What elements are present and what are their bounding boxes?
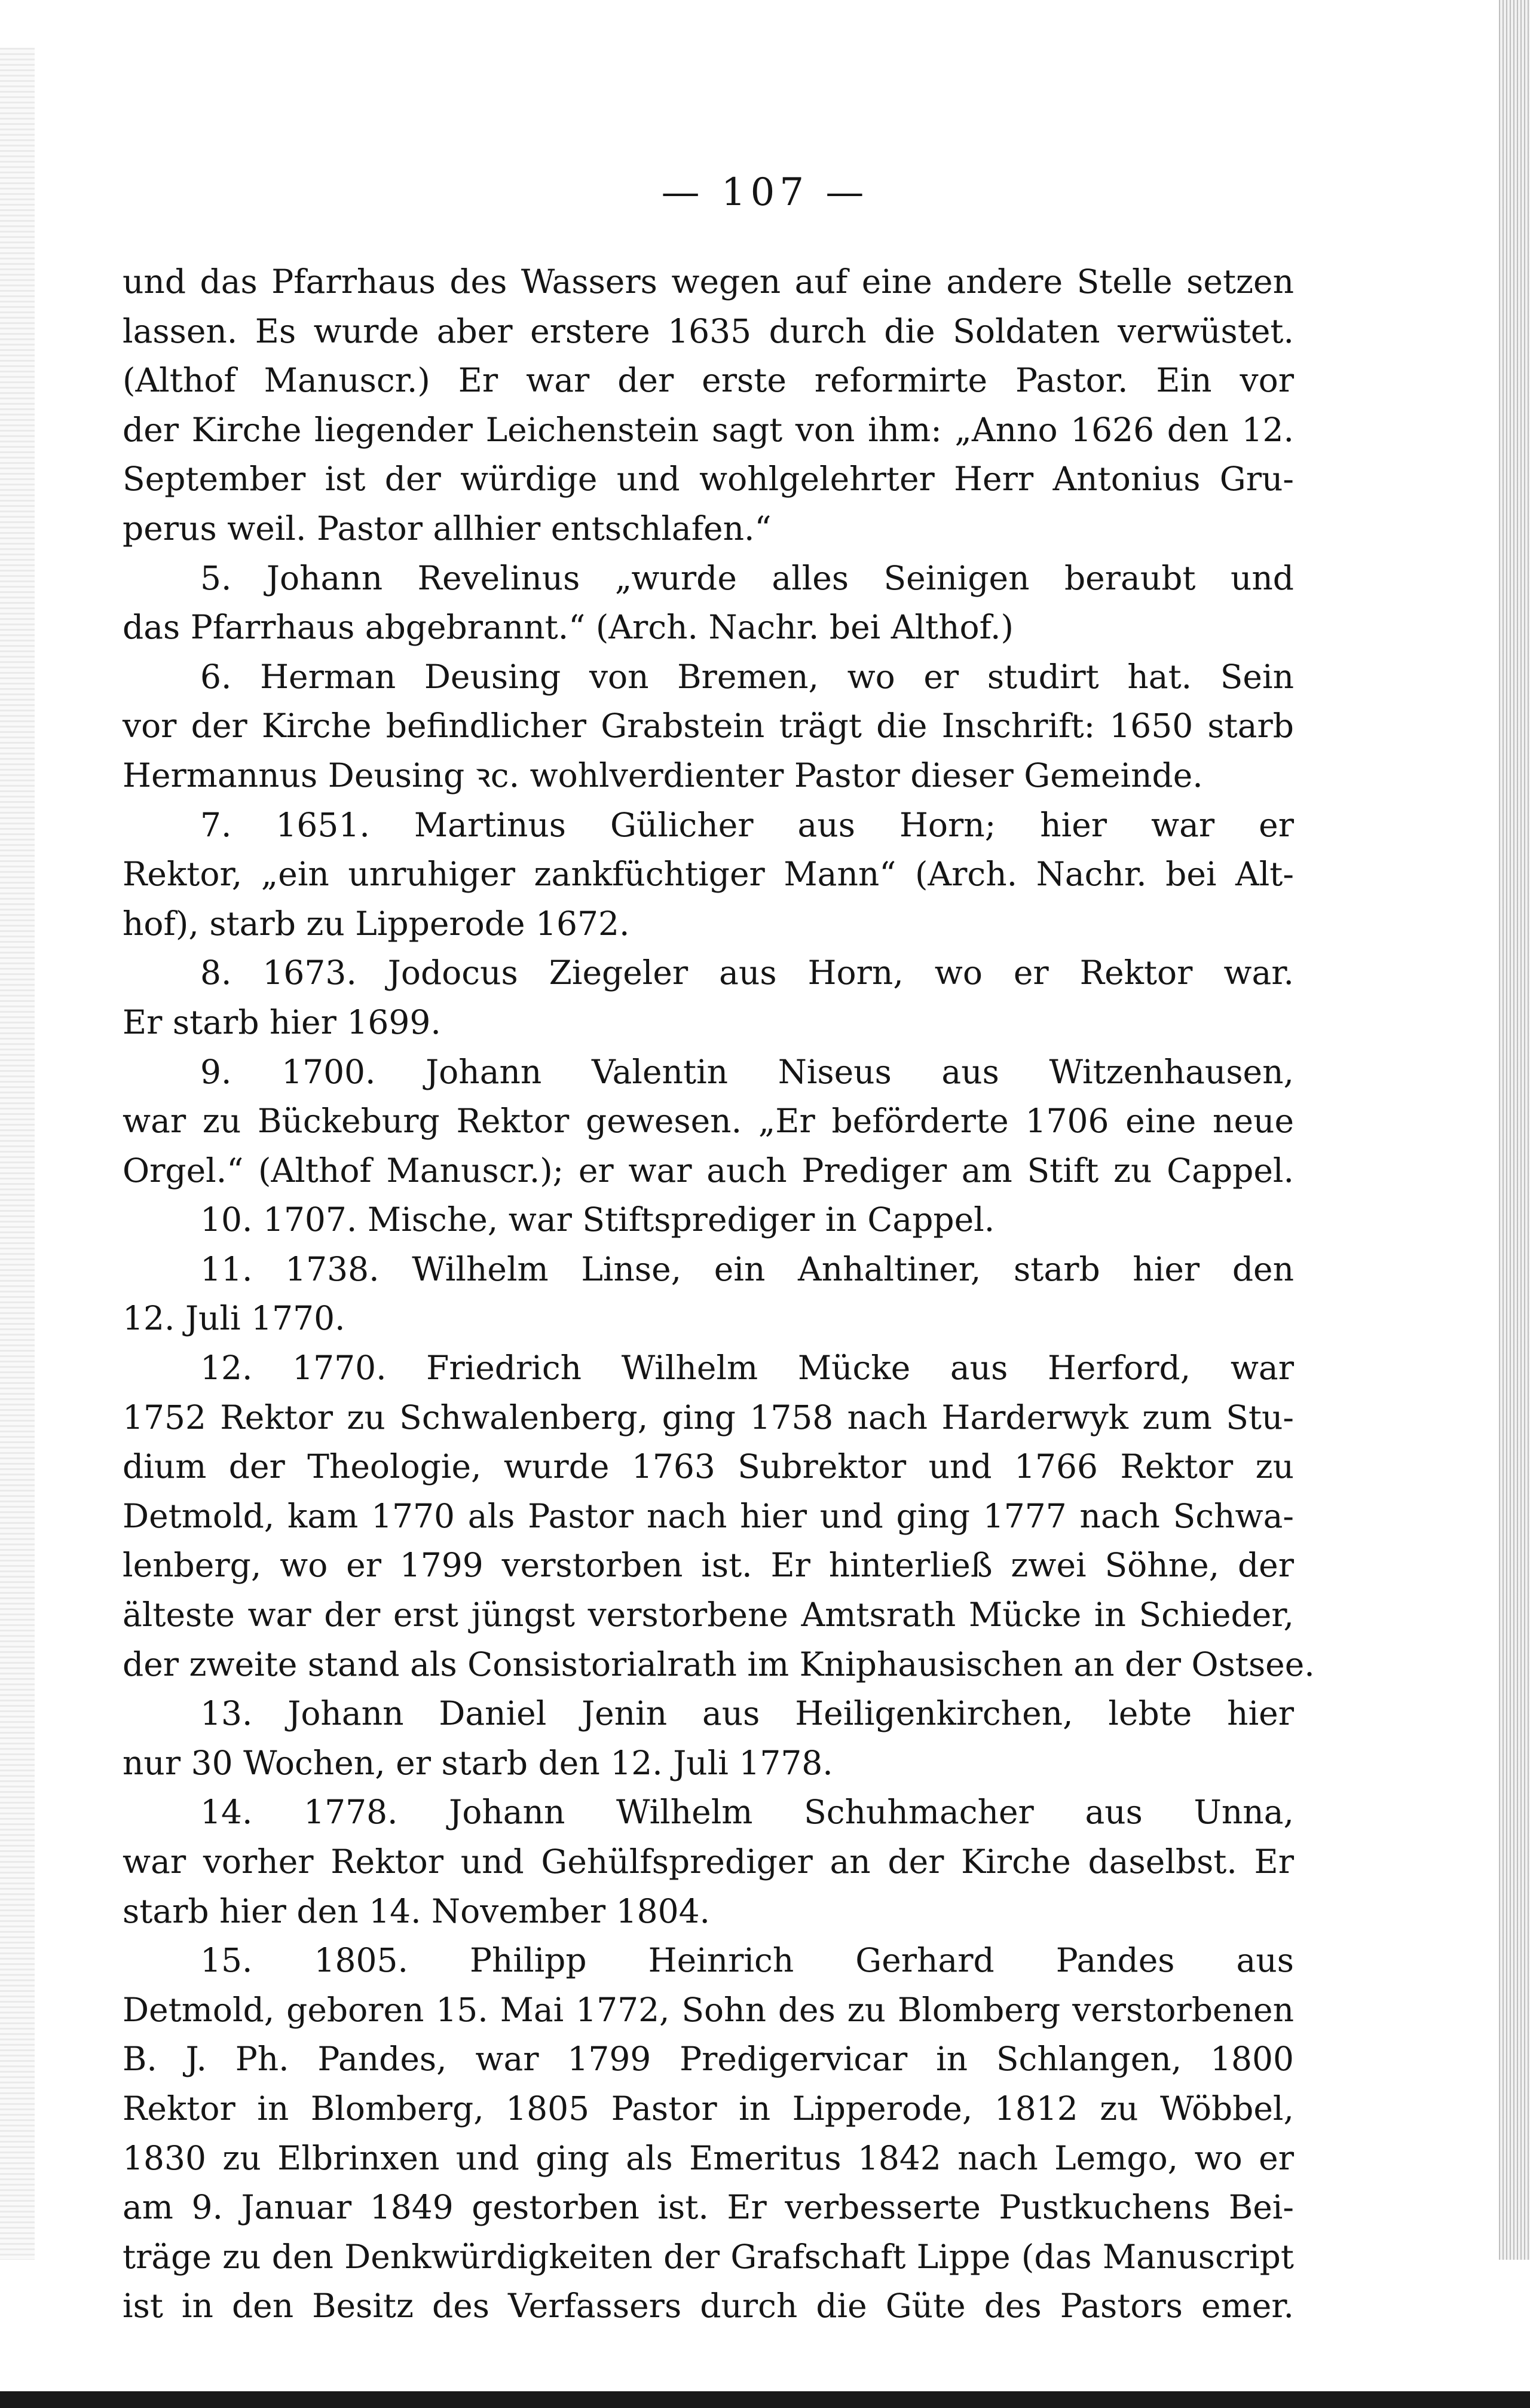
page-body-text (123, 257, 1315, 2331)
text-line: dium der Theologie, wurde 1763 Subrektor und 1766 Rektor zu (123, 1447, 1294, 1486)
text-line: Er starb hier 1699. (123, 1003, 441, 1041)
text-line: der zweite stand als Consistorialrath im Kniphausischen an der Ostsee. (123, 1645, 1315, 1683)
text-line: das Pfarrhaus abgebrannt.“ (Arch. Nachr. bei Althof.) (123, 608, 1014, 647)
text-line: war vorher Rektor und Gehülfsprediger an der Kirche daselbst. Er (123, 1842, 1294, 1881)
text-line: vor der Kirche befindlicher Grabstein trägt die Inschrift: 1650 starb (123, 707, 1294, 745)
text-line: träge zu den Denkwürdigkeiten der Grafschaft Lippe (das Manuscript (123, 2237, 1294, 2276)
text-line: am 9. Januar 1849 gestorben ist. Er verbesserte Pustkuchens Bei- (123, 2188, 1294, 2227)
text-line: starb hier den 14. November 1804. (123, 1891, 711, 1930)
text-line: 6. Herman Deusing von Bremen, wo er studirt hat. Sein (200, 657, 1294, 696)
text-line: 9. 1700. Johann Valentin Niseus aus Witzenhausen, (200, 1052, 1294, 1091)
scan-right-edge (1499, 0, 1530, 2260)
text-line: 1752 Rektor zu Schwalenberg, ging 1758 nach Harderwyk zum Stu- (123, 1398, 1294, 1437)
text-line: Detmold, geboren 15. Mai 1772, Sohn des zu Blomberg verstorbenen (123, 1990, 1294, 2029)
text-line: Hermannus Deusing ꝛc. wohlverdienter Pastor dieser Gemeinde. (123, 756, 1203, 794)
text-line: Detmold, kam 1770 als Pastor nach hier und ging 1777 nach Schwa- (123, 1496, 1294, 1535)
text-line: lassen. Es wurde aber erstere 1635 durch die Soldaten verwüstet. (123, 311, 1294, 350)
text-line: September ist der würdige und wohlgelehrter Herr Antonius Gru- (123, 460, 1294, 499)
text-line: 5. Johann Revelinus „wurde alles Seinigen beraubt und (200, 558, 1294, 597)
text-line: war zu Bückeburg Rektor gewesen. „Er beförderte 1706 eine neue (123, 1102, 1294, 1141)
text-line: 14. 1778. Johann Wilhelm Schuhmacher aus Unna, (200, 1793, 1294, 1832)
text-line: nur 30 Wochen, er starb den 12. Juli 1778. (123, 1743, 833, 1782)
text-line: 10. 1707. Mische, war Stiftsprediger in Cappel. (200, 1200, 995, 1239)
text-line: lenberg, wo er 1799 verstorben ist. Er hinterließ zwei Söhne, der (123, 1546, 1294, 1585)
text-line: 12. Juli 1770. (123, 1299, 345, 1338)
scan-bottom-edge (0, 2391, 1530, 2408)
text-line: der Kirche liegender Leichenstein sagt von ihm: „Anno 1626 den 12. (123, 410, 1294, 449)
text-line: und das Pfarrhaus des Wassers wegen auf eine andere Stelle setzen (123, 262, 1294, 301)
text-line: perus weil. Pastor allhier entschlafen.“ (123, 509, 772, 548)
text-line: Rektor, „ein unruhiger zankfüchtiger Mann“ (Arch. Nachr. bei Alt- (123, 855, 1294, 894)
text-line: 7. 1651. Martinus Gülicher aus Horn; hier war er (200, 805, 1294, 844)
text-line: älteste war der erst jüngst verstorbene Amtsrath Mücke in Schieder, (123, 1596, 1294, 1634)
text-line: Rektor in Blomberg, 1805 Pastor in Lipperode, 1812 zu Wöbbel, (123, 2089, 1294, 2128)
scan-left-edge (0, 48, 35, 2260)
text-line: 11. 1738. Wilhelm Linse, ein Anhaltiner, starb hier den (200, 1249, 1294, 1288)
text-line: B. J. Ph. Pandes, war 1799 Predigervicar in Schlangen, 1800 (123, 2040, 1294, 2079)
text-line: (Althof Manuscr.) Er war der erste reformirte Pastor. Ein vor (123, 361, 1294, 400)
text-line: 15. 1805. Philipp Heinrich Gerhard Pandes aus (200, 1941, 1294, 1980)
text-line: ist in den Besitz des Verfassers durch die Güte des Pastors emer. (123, 2287, 1294, 2326)
text-line: hof), starb zu Lipperode 1672. (123, 904, 630, 943)
text-line: 12. 1770. Friedrich Wilhelm Mücke aus Herford, war (200, 1349, 1294, 1388)
text-line: 1830 zu Elbrinxen und ging als Emeritus 1842 nach Lemgo, wo er (123, 2138, 1294, 2177)
text-line: 13. Johann Daniel Jenin aus Heiligenkirchen, lebte hier (200, 1694, 1294, 1733)
text-line: 8. 1673. Jodocus Ziegeler aus Horn, wo er Rektor war. (200, 954, 1294, 992)
text-line: Orgel.“ (Althof Manuscr.); er war auch Prediger am Stift zu Cappel. (123, 1151, 1294, 1190)
page-number: — 107 — (661, 170, 869, 215)
